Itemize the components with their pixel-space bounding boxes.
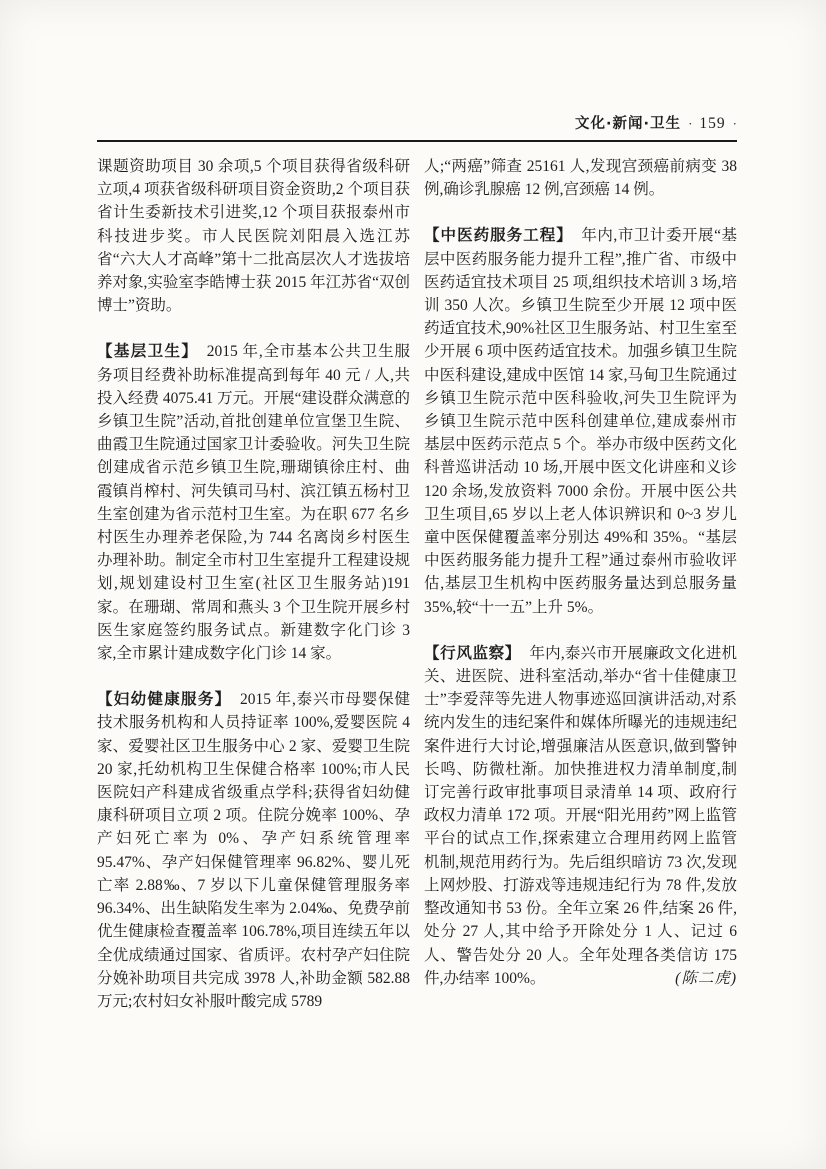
header-rule bbox=[97, 140, 737, 142]
left-column bbox=[97, 155, 410, 1013]
entry-jiceng-weisheng bbox=[97, 340, 410, 665]
page-header bbox=[97, 112, 737, 133]
section-title: 文化·新闻·卫生 bbox=[575, 116, 682, 132]
page-number: 159 bbox=[699, 115, 726, 132]
right-column bbox=[424, 155, 737, 1013]
entry-text: 年内,市卫计委开展“基层中医药服务能力提升工程”,推广省、市级中医药适宜技术项目 25 项,组织技术培训 3 场,培训 350 人次。乡镇卫生院至少开展 12 项中医药适宜技术,90%社区卫生服务站、村卫生室至少开展 6 项中医药适宜技术。加强乡镇卫生院中医科建设,建成中医馆 14 家,马甸卫生院通过乡镇卫生院示范中医科验收,河失卫生院评为乡镇卫生院示范中医科创建单位,建成泰州市基层中医药示范点 5 个。举办市级中医药文化科普巡讲活动 10 场,开展中医文化讲座和义诊 120 余场,发放资料 7000 余份。开展中医公共卫生项目,65 岁以上老人体识辨识和 0~3 岁儿童中医保健覆盖率分别达 49%和 35%。“基层中医药服务能力提升工程”通过泰州市验收评估,基层卫生机构中医药服务量达到总服务量 35%,较“十一五”上升 5%。 bbox=[424, 227, 737, 616]
entry-zhongyiyao-fuwu-gongcheng bbox=[424, 224, 737, 618]
entry-title: 【行风监察】 bbox=[424, 643, 521, 662]
entry-text: 2015 年,泰兴市母婴保健技术服务机构和人员持证率 100%,爱婴医院 4 家、爱婴社区卫生服务中心 2 家、爱婴卫生院 20 家,托幼机构卫生保健合格率 100%;市人民医院妇产科建成省级重点学科;获得省妇幼健康科研项目立项 2 项。住院分娩率 100%、孕产妇死亡率为 0%、孕产妇系统管理率 95.47%、孕产妇保健管理率 96.82%、婴儿死亡率 2.88‰、7 岁以下儿童保健管理服务率 96.34%、出生缺陷发生率为 2.04‰、免费孕前优生健康检查覆盖率 106.78%,项目连续五年以全优成绩通过国家、省质评。农村孕产妇住院分娩补助项目共完成 3978 人,补助金额 582.88 万元;农村妇女补服叶酸完成 5789 bbox=[97, 691, 410, 1010]
entry-text: 2015 年,全市基本公共卫生服务项目经费补助标准提高到每年 40 元 / 人,共投入经费 4075.41 万元。开展“建设群众满意的乡镇卫生院”活动,首批创建单位宣堡卫生院、曲霞卫生院通过国家卫计委验收。河失卫生院创建成省示范乡镇卫生院,珊瑚镇徐庄村、曲霞镇肖榨村、河失镇司马村、滨江镇五杨村卫生室创建为省示范村卫生室。为在职 677 名乡村医生办理养老保险,为 744 名离岗乡村医生办理补助。制定全市村卫生室提升工程建设规划,规划建设村卫生室(社区卫生服务站)191 家。在珊瑚、常周和燕头 3 个卫生院开展乡村医生家庭签约服务试点。新建数字化门诊 3 家,全市累计建成数字化门诊 14 家。 bbox=[97, 343, 411, 663]
author-signature: (陈二虎) bbox=[675, 969, 737, 987]
entry-text: 年内,泰兴市开展廉政文化进机关、进医院、进科室活动,举办“省十佳健康卫士”李爱萍等先进人物事迹巡回演讲活动,对系统内发生的违纪案件和媒体所曝光的违规违纪案件进行大讨论,增强廉洁从医意识,做到警钟长鸣、防微杜渐。加快推进权力清单制度,制订完善行政审批事项目录清单 14 项、政府行政权力清单 172 项。开展“阳光用药”网上监管平台的试点工作,探索建立合理用药网上监管机制,规范用药行为。先后组织暗访 73 次,发现上网炒股、打游戏等违规违纪行为 78 件,发放整改通知书 53 份。全年立案 26 件,结案 26 件,处分 27 人,其中给予开除处分 1 人、记过 6 人、警告处分 20 人。全年处理各类信访 175 件,办结率 100%。 bbox=[424, 644, 737, 987]
header-dot-left: · bbox=[688, 116, 693, 131]
paragraph-continuation-right bbox=[424, 155, 737, 201]
header-dot-right: · bbox=[732, 116, 737, 131]
paragraph-continuation-left bbox=[97, 155, 410, 317]
entry-title: 【妇幼健康服务】 bbox=[97, 690, 232, 709]
entry-title: 【基层卫生】 bbox=[97, 342, 199, 361]
entry-fuyou-jiankang-fuwu bbox=[97, 688, 410, 1013]
entry-xingfeng-jiancha bbox=[424, 642, 737, 990]
paragraph-text: 课题资助项目 30 余项,5 个项目获得省级科研立项,4 项获省级科研项目资金资助,2 个项目获省计生委新技术引进奖,12 个项目获报泰州市科技进步奖。市人民医院刘阳晨入选江苏省“六大人才高峰”第十二批高层次人才选拔培养对象,实验室李皓博士获 2015 年江苏省“双创博士”资助。 bbox=[97, 158, 411, 315]
entry-title: 【中医药服务工程】 bbox=[424, 226, 573, 245]
paragraph-text: 人;“两癌”筛查 25161 人,发现宫颈癌前病变 38 例,确诊乳腺癌 12 例,宫颈癌 14 例。 bbox=[424, 158, 737, 199]
text-columns bbox=[97, 155, 737, 1013]
